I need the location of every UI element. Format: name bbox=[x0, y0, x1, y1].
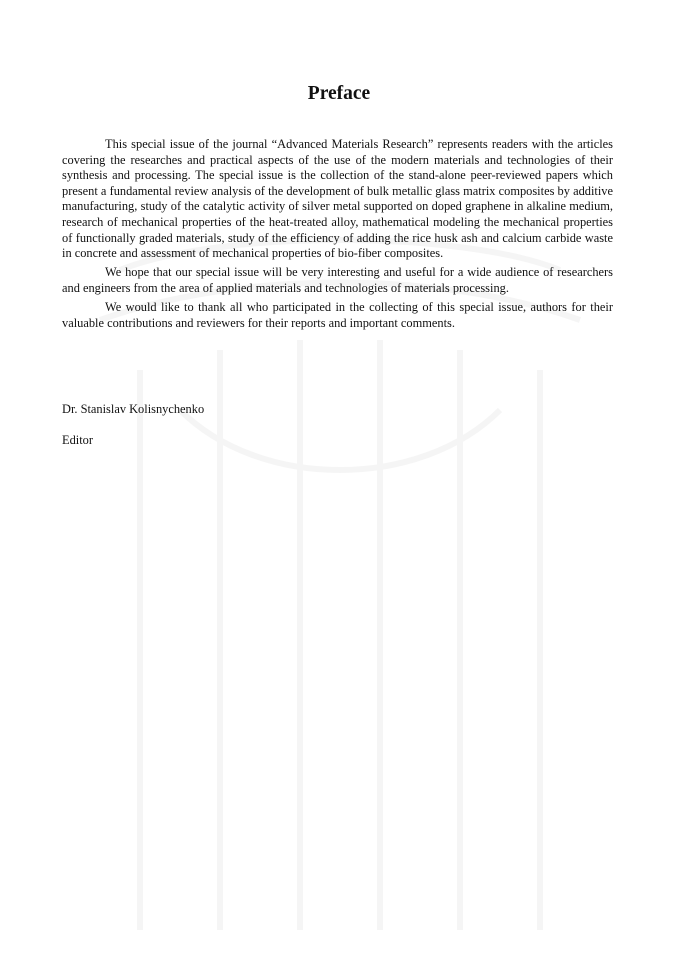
page-title: Preface bbox=[307, 83, 371, 104]
paragraph-thanks: We would like to thank all who participated in the collecting of this special issue, authors for their valuable contributions and reviewers for their reports and important comments. bbox=[62, 299, 613, 330]
editor-name: Dr. Stanislav Kolisnychenko bbox=[62, 402, 205, 416]
background-watermark bbox=[0, 230, 678, 959]
editor-role: Editor bbox=[62, 433, 93, 447]
paragraph-hope: We hope that our special issue will be very interesting and useful for a wide audience of researchers and engineers from the area of applied materials and technologies of materials processing. bbox=[62, 265, 613, 295]
preface-body bbox=[62, 137, 613, 335]
paragraph-intro: This special issue of the journal “Advanced Materials Research” represents readers with the articles covering the researches and practical aspects of the use of the modern materials and technologies of their synthesis and processing. The special issue is the collection of the stand-alone peer-reviewed papers which present a fundamental review analysis of the development of bulk metallic glass matrix composites by additive manufacturing, study of the catalytic activity of silver metal supported on doped graphene in alkaline medium, research of mechanical properties of the heat-treated alloy, mathematical modeling the mechanical properties of functionally graded materials, study of the efficiency of adding the rice husk ash and calcium carbide waste in concrete and assessment of mechanical properties of bio-fiber composites. bbox=[62, 137, 613, 261]
